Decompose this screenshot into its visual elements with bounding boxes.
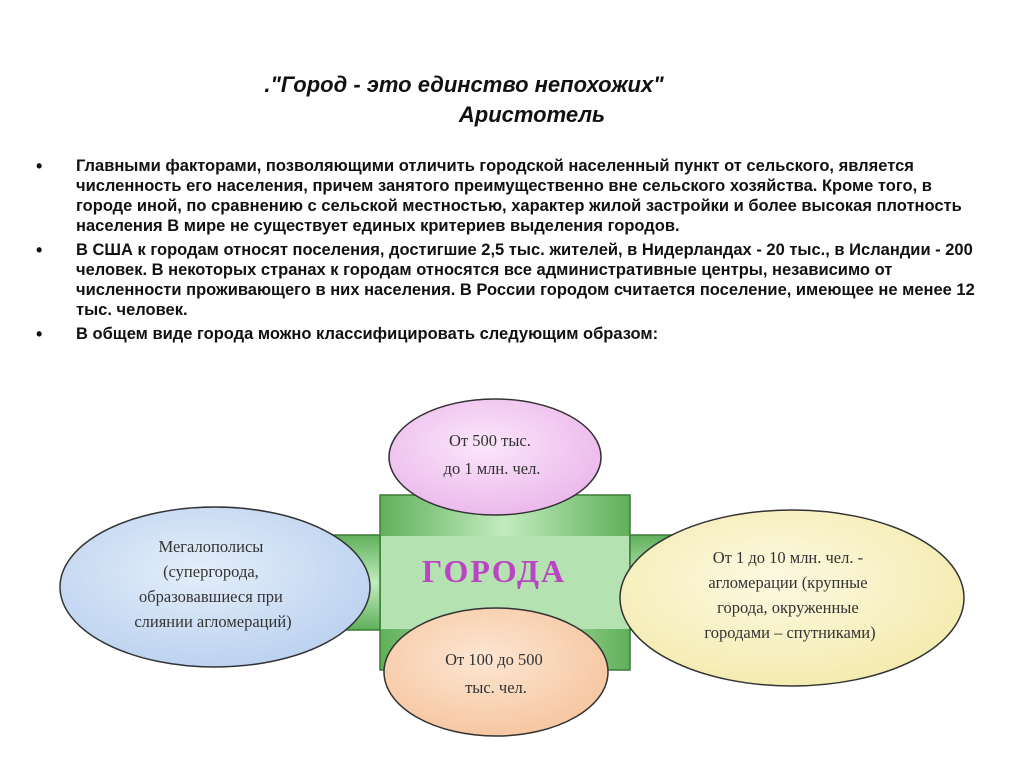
top-ellipse-text: От 500 тыс. до 1 млн. чел. <box>443 431 541 478</box>
center-label: ГОРОДА <box>421 553 567 589</box>
right-ellipse-text: От 1 до 10 млн. чел. - агломерации (крупные города, окруженные городами – спутниками) <box>704 548 876 642</box>
quote-text: ."Город - это единство непохожих" <box>264 72 664 97</box>
top-ellipse <box>389 399 601 515</box>
bottom-ellipse-text: От 100 до 500 тыс. чел. <box>445 650 543 697</box>
bottom-ellipse <box>384 608 608 736</box>
bullet-item-3: • В общем виде города можно классифицировать следующим образом: <box>36 324 976 344</box>
bullet-item-1: • Главными факторами, позволяющими отличить городской населенный пункт от сельского, является численность его населения, причем занятого преимущественно вне сельского хозяйства. Кроме того, в городе иной, по сравнению с сельской местностью, характер жилой застройки и более высокая плотность населения В мире не существует единых критериев выделения городов. <box>36 156 976 236</box>
bullet-item-2: • В США к городам относят поселения, достигшие 2,5 тыс. жителей, в Нидерландах - 20 тыс., в Исландии - 200 человек. В некоторых странах к городам относятся все административные центры, независимо от численности проживающего в них населения. В России городом считается поселение, имеющее не менее 12 тыс. человек. <box>36 240 976 320</box>
left-ellipse-text: Мегалополисы (супергорода, образовавшиеся при слиянии агломераций) <box>134 537 292 631</box>
quote-author: Аристотель <box>458 102 606 127</box>
